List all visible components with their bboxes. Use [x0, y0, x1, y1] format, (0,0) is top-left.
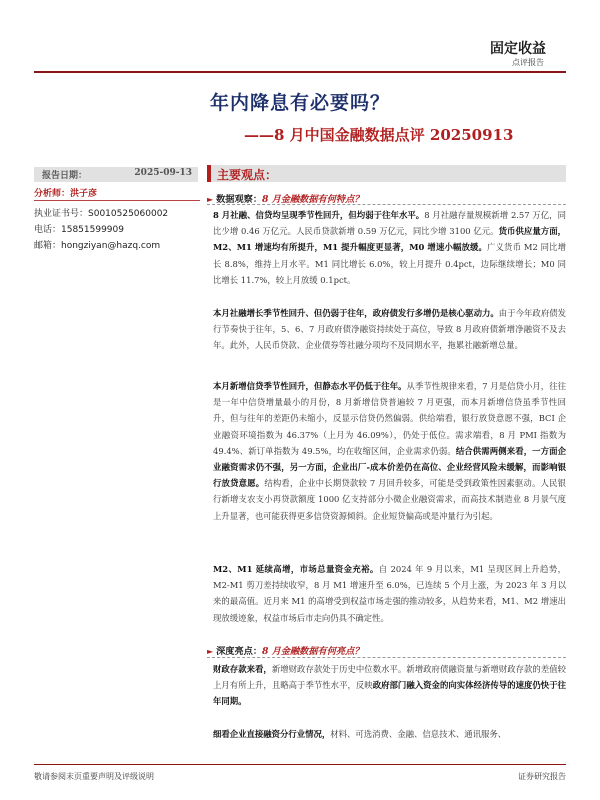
p6-text-1: 材料、可选消费、金融、信息技术、通讯服务、	[330, 729, 507, 739]
p3-bold-2: 结合供需两侧来看，一方面企业融资需求仍不强，另一方面，企业出厂-成本价差仍在高位、企业经营风险未缓解，而影响银行放贷意愿。	[213, 445, 566, 489]
header-rule	[34, 71, 566, 73]
section-rule	[207, 204, 566, 206]
p4-bold-1: M2、M1 延续高增，市场总量资金充裕。	[213, 564, 379, 574]
report-date: 2025-09-13	[134, 168, 192, 178]
footer-report-label: 证券研究报告	[518, 772, 566, 781]
key-views-bar	[207, 165, 566, 182]
report-date-box	[34, 167, 198, 182]
section-heading-data-observation	[207, 191, 566, 205]
paragraph-3	[213, 378, 566, 524]
key-views-title: 主要观点：	[217, 168, 278, 182]
section-tag: 8 月金融数据有何亮点？	[262, 646, 364, 657]
paragraph-2	[213, 305, 566, 354]
p2-bold-1: 本月社融增长季节性回升、但仍弱于往年，政府债发行多增仍是核心驱动力。	[213, 308, 499, 318]
section-label: 深度亮点：	[216, 646, 263, 657]
header-report-type: 点评报告	[512, 58, 544, 67]
p2-text-1: 由于今年政府债发行节奏快于往年，5、6、7 月政府债净融资持续处于高位，导致 8 月政府债新增净融资不及去年。此外，人民币贷款、企业债券等社融分项均不及同期水平，拖累社融新增总量。	[213, 308, 567, 351]
paragraph-1	[213, 207, 566, 288]
p6-bold-1: 细看企业直接融资分行业情况，	[213, 729, 331, 739]
license-number: 执业证书号：S0010525060002	[34, 209, 169, 219]
section-heading-highlights	[207, 643, 566, 657]
header-category: 固定收益	[490, 41, 546, 57]
p3-text-1: 从季节性规律来看，7 月是信贷小月，往往是一年中信贷增量最小的月份，8 月新增信贷普遍较 7 月更强，而本月新增信贷虽季节性回升，但与往年的差距仍未缩小，反显示信贷仍然偏弱。供给端看，银行放贷意愿不强，BCI 企业融资环境指数为 46.37%（上月为 46.09%），仍处于低位。需求端看，8 月 PMI 指数为 49.4%、新订单指数为 49.5%，均在收缩区间，企业需求仍弱。	[213, 381, 566, 456]
key-views-accent	[207, 165, 211, 182]
report-date-label: 报告日期：	[42, 171, 88, 181]
analyst-name: 分析师：洪子彦	[34, 189, 98, 199]
section-rule	[207, 657, 566, 659]
footer-disclaimer: 敬请参阅末页重要声明及评级说明	[34, 772, 154, 781]
p3-text-2: 结构看，企业中长期贷款较 7 月回升较多，可能是受到政策性因素驱动。人民银行新增支农支小再贷款额度 1000 亿支持部分小微企业融资需求，而高技术制造业 8 月景气度上升显著，也可能获得更多信贷资源倾斜。企业短贷偏高或是冲量行为引起。	[213, 478, 566, 521]
triangle-icon: ►	[207, 195, 214, 204]
triangle-icon: ►	[207, 647, 214, 656]
page-subtitle: ——8 月中国金融数据点评 20250913	[244, 126, 514, 144]
p1-text-1: 8 月社融存量规模新增 2.57 万亿，同比少增 0.46 万亿元。人民币贷款新增 0.59 万亿元，同比少增 3100 亿元。	[213, 210, 566, 237]
phone-number: 电话：15851599909	[34, 225, 124, 235]
p5-text-1: 新增财政存款处于历史中位数水平。新增政府债融资量与新增财政存款的差值较上月有所上升，且略高于季节性水平，反映	[213, 664, 567, 691]
p3-bold-1: 本月新增信贷季节性回升，但静态水平仍低于往年。	[213, 381, 407, 391]
paragraph-4	[213, 561, 566, 626]
analyst-rule	[34, 200, 200, 201]
p5-bold-1: 财政存款来看，	[213, 664, 272, 674]
p1-text-2: 广义货币 M2 同比增长 8.8%，维持上月水平。M1 同比增长 6.0%，较上月提升 0.4pct，边际继续增长；M0 同比增长 11.7%，较上月放缓 0.1pct。	[213, 242, 566, 285]
paragraph-5	[213, 661, 566, 710]
page-title: 年内降息有必要吗？	[209, 92, 390, 114]
p4-text-1: 自 2024 年 9 月以来，M1 呈现区间上升趋势，M2-M1 剪刀差持续收窄，8 月 M1 增速升至 6.0%，已连续 5 个月上涨，为 2023 年 3 月以来的最高值。近月来 M1 的高增受到权益市场走强的推动较多，从趋势来看，M1、M2 增速出现放缓迹象，权益市场后市走向仍具不确定性。	[213, 564, 566, 623]
email-link[interactable]: 邮箱：hongziyan@hazq.com	[34, 241, 161, 251]
p1-bold-2: 货币供应量方面，M2、M1 增速均有所提升，M1 提升幅度更显著，M0 增速小幅放缓。	[213, 226, 566, 253]
section-tag: 8 月金融数据有何特点？	[262, 194, 364, 205]
p1-bold-1: 8 月社融、信贷均呈现季节性回升，但均弱于往年水平。	[213, 210, 425, 220]
paragraph-6	[213, 726, 566, 742]
p5-bold-2: 政府部门融入资金的向实体经济传导的速度仍快于往年同期。	[213, 680, 566, 707]
section-label: 数据观察：	[216, 194, 263, 205]
footer-rule	[34, 764, 566, 765]
